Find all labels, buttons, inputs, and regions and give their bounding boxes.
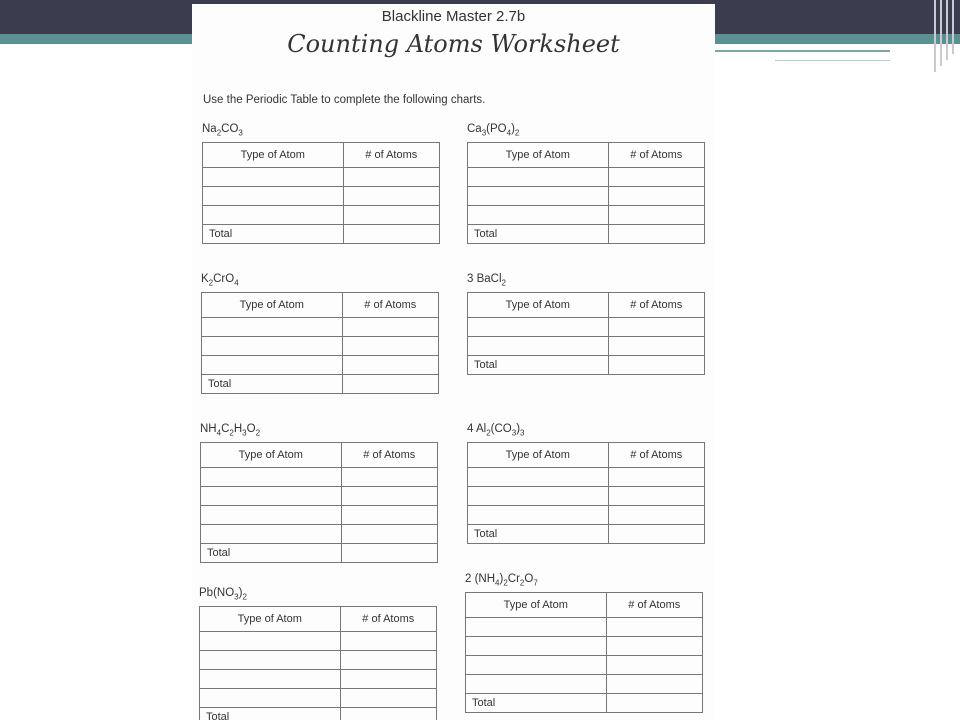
total-label: Total bbox=[468, 525, 609, 544]
atom-count-header: # of Atoms bbox=[606, 593, 702, 618]
atom-type-cell[interactable] bbox=[202, 318, 343, 337]
atom-type-cell[interactable] bbox=[201, 468, 342, 487]
atom-count-table bbox=[465, 592, 703, 713]
atom-count-cell[interactable] bbox=[340, 689, 436, 708]
atom-type-cell[interactable] bbox=[203, 187, 344, 206]
atom-type-cell[interactable] bbox=[466, 618, 607, 637]
atom-count-header: # of Atoms bbox=[608, 143, 704, 168]
formula-text: Ca bbox=[467, 123, 482, 135]
chart-block bbox=[465, 572, 703, 713]
total-count-cell[interactable] bbox=[341, 544, 437, 563]
atom-count-cell[interactable] bbox=[340, 670, 436, 689]
total-label: Total bbox=[200, 708, 341, 720]
atom-type-cell[interactable] bbox=[468, 318, 609, 337]
slide-accent-line-thin bbox=[775, 60, 890, 61]
type-of-atom-header: Type of Atom bbox=[468, 143, 609, 168]
table-header-row bbox=[203, 143, 440, 168]
formula-text: Pb(NO bbox=[199, 587, 235, 599]
formula-text: O bbox=[246, 423, 256, 435]
formula-subscript: 2 bbox=[503, 578, 508, 588]
atom-type-cell[interactable] bbox=[468, 506, 609, 525]
table-header-row bbox=[202, 293, 439, 318]
atom-count-cell[interactable] bbox=[342, 337, 438, 356]
table-row bbox=[200, 632, 437, 651]
table-row bbox=[468, 318, 705, 337]
atom-type-cell[interactable] bbox=[200, 670, 341, 689]
formula-subscript: 2 bbox=[501, 278, 506, 288]
atom-count-cell[interactable] bbox=[606, 637, 702, 656]
total-label: Total bbox=[202, 375, 343, 394]
type-of-atom-header: Type of Atom bbox=[466, 593, 607, 618]
table-header-row bbox=[466, 593, 703, 618]
atom-count-cell[interactable] bbox=[341, 487, 437, 506]
atom-count-cell[interactable] bbox=[343, 168, 439, 187]
chemical-formula bbox=[465, 572, 703, 592]
formula-text: ) bbox=[238, 587, 243, 599]
chemical-formula bbox=[467, 422, 705, 442]
chart-block bbox=[200, 422, 438, 563]
atom-count-cell[interactable] bbox=[343, 187, 439, 206]
table-row bbox=[468, 168, 705, 187]
total-count-cell[interactable] bbox=[608, 525, 704, 544]
atom-type-cell[interactable] bbox=[202, 337, 343, 356]
total-label: Total bbox=[468, 225, 609, 244]
formula-text: (PO bbox=[486, 123, 507, 135]
atom-count-cell[interactable] bbox=[341, 468, 437, 487]
atom-type-cell[interactable] bbox=[466, 637, 607, 656]
atom-type-cell[interactable] bbox=[466, 675, 607, 694]
table-row bbox=[202, 337, 439, 356]
formula-subscript: 2 bbox=[242, 592, 247, 602]
chemical-formula bbox=[201, 272, 439, 292]
total-row bbox=[468, 225, 705, 244]
formula-subscript: 3 bbox=[520, 428, 525, 438]
atom-type-cell[interactable] bbox=[200, 651, 341, 670]
chemical-formula bbox=[200, 422, 438, 442]
table-row bbox=[466, 618, 703, 637]
formula-text: CrO bbox=[213, 273, 235, 285]
formula-subscript: 3 bbox=[511, 428, 517, 438]
atom-type-cell[interactable] bbox=[201, 506, 342, 525]
total-count-cell[interactable] bbox=[340, 708, 436, 720]
formula-text: C bbox=[221, 423, 230, 435]
chemical-formula bbox=[467, 272, 705, 292]
table-row bbox=[201, 487, 438, 506]
atom-count-cell[interactable] bbox=[342, 318, 438, 337]
atom-type-cell[interactable] bbox=[468, 206, 609, 225]
total-count-cell[interactable] bbox=[608, 225, 704, 244]
table-row bbox=[466, 675, 703, 694]
atom-count-cell[interactable] bbox=[608, 318, 704, 337]
atom-type-cell[interactable] bbox=[201, 525, 342, 544]
formula-subscript: 2 bbox=[208, 278, 214, 288]
atom-count-cell[interactable] bbox=[606, 656, 702, 675]
atom-count-cell[interactable] bbox=[606, 618, 702, 637]
table-row bbox=[468, 506, 705, 525]
total-label: Total bbox=[203, 225, 344, 244]
formula-text: 2 (NH bbox=[465, 573, 496, 585]
atom-type-cell[interactable] bbox=[200, 632, 341, 651]
formula-text: K bbox=[201, 273, 209, 285]
atom-type-cell[interactable] bbox=[202, 356, 343, 375]
atom-count-cell[interactable] bbox=[608, 187, 704, 206]
atom-count-cell[interactable] bbox=[608, 206, 704, 225]
formula-subscript: 2 bbox=[255, 428, 261, 438]
table-row bbox=[201, 506, 438, 525]
atom-count-table bbox=[467, 442, 705, 544]
atom-count-header: # of Atoms bbox=[608, 293, 704, 318]
formula-subscript: 2 bbox=[486, 428, 491, 438]
formula-subscript: 4 bbox=[495, 578, 500, 588]
master-label: Blackline Master 2.7b bbox=[381, 8, 526, 25]
formula-text: Na bbox=[202, 123, 217, 135]
table-row bbox=[468, 337, 705, 356]
atom-count-table bbox=[200, 442, 438, 563]
table-row bbox=[201, 525, 438, 544]
worksheet-title: Counting Atoms Worksheet bbox=[287, 30, 620, 58]
table-header-row bbox=[468, 293, 705, 318]
atom-count-cell[interactable] bbox=[343, 206, 439, 225]
total-count-cell[interactable] bbox=[608, 356, 704, 375]
formula-text: ) bbox=[511, 123, 515, 135]
atom-count-header: # of Atoms bbox=[343, 143, 439, 168]
chart-block bbox=[201, 272, 439, 394]
total-row bbox=[203, 225, 440, 244]
atom-count-table bbox=[199, 606, 437, 720]
type-of-atom-header: Type of Atom bbox=[201, 443, 342, 468]
table-row bbox=[202, 318, 439, 337]
table-row bbox=[468, 468, 705, 487]
formula-subscript: 3 bbox=[238, 128, 243, 138]
total-row bbox=[468, 525, 705, 544]
formula-text: O bbox=[524, 573, 534, 585]
formula-text: 4 Al bbox=[467, 423, 487, 435]
formula-subscript: 3 bbox=[242, 428, 247, 438]
formula-text: Cr bbox=[507, 573, 520, 585]
table-header-row bbox=[468, 143, 705, 168]
chemical-formula bbox=[467, 122, 705, 142]
formula-subscript: 3 bbox=[234, 592, 239, 602]
formula-text: ) bbox=[516, 423, 521, 435]
chart-block bbox=[467, 422, 705, 544]
formula-subscript: 2 bbox=[519, 578, 525, 588]
atom-count-cell[interactable] bbox=[342, 356, 438, 375]
chemical-formula bbox=[199, 586, 437, 606]
atom-count-header: # of Atoms bbox=[341, 443, 437, 468]
formula-subscript: 4 bbox=[216, 428, 222, 438]
atom-count-table bbox=[202, 142, 440, 244]
formula-subscript: 7 bbox=[533, 578, 538, 588]
type-of-atom-header: Type of Atom bbox=[468, 293, 609, 318]
total-label: Total bbox=[468, 356, 609, 375]
atom-count-header: # of Atoms bbox=[608, 443, 704, 468]
atom-type-cell[interactable] bbox=[468, 337, 609, 356]
atom-type-cell[interactable] bbox=[466, 656, 607, 675]
formula-text: CO bbox=[221, 123, 239, 135]
atom-type-cell[interactable] bbox=[468, 468, 609, 487]
total-row bbox=[466, 694, 703, 713]
total-count-cell[interactable] bbox=[606, 694, 702, 713]
chart-block bbox=[202, 122, 440, 244]
slide-corner-ornament bbox=[930, 0, 960, 72]
atom-count-table bbox=[201, 292, 439, 394]
table-row bbox=[468, 187, 705, 206]
atom-count-cell[interactable] bbox=[341, 506, 437, 525]
formula-subscript: 4 bbox=[234, 278, 239, 288]
table-row bbox=[203, 206, 440, 225]
type-of-atom-header: Type of Atom bbox=[203, 143, 344, 168]
formula-text: (CO bbox=[490, 423, 512, 435]
formula-subscript: 2 bbox=[229, 428, 234, 438]
table-row bbox=[203, 187, 440, 206]
atom-count-cell[interactable] bbox=[608, 487, 704, 506]
atom-type-cell[interactable] bbox=[203, 168, 344, 187]
table-row bbox=[203, 168, 440, 187]
atom-count-cell[interactable] bbox=[341, 525, 437, 544]
type-of-atom-header: Type of Atom bbox=[468, 443, 609, 468]
atom-count-header: # of Atoms bbox=[342, 293, 438, 318]
total-row bbox=[200, 708, 437, 720]
chemical-formula bbox=[202, 122, 440, 142]
chart-block bbox=[467, 122, 705, 244]
atom-type-cell[interactable] bbox=[203, 206, 344, 225]
table-row bbox=[466, 656, 703, 675]
formula-text: NH bbox=[200, 423, 217, 435]
formula-text: ) bbox=[499, 573, 504, 585]
atom-count-cell[interactable] bbox=[340, 651, 436, 670]
type-of-atom-header: Type of Atom bbox=[200, 607, 341, 632]
total-label: Total bbox=[201, 544, 342, 563]
table-row bbox=[200, 651, 437, 670]
worksheet-page bbox=[192, 4, 715, 720]
table-row bbox=[201, 468, 438, 487]
total-row bbox=[201, 544, 438, 563]
table-row bbox=[468, 487, 705, 506]
table-row bbox=[466, 637, 703, 656]
table-row bbox=[200, 689, 437, 708]
formula-subscript: 2 bbox=[514, 128, 520, 138]
formula-text: 3 BaCl bbox=[467, 273, 502, 285]
atom-count-cell[interactable] bbox=[608, 337, 704, 356]
table-header-row bbox=[201, 443, 438, 468]
slide-accent-line bbox=[715, 50, 890, 52]
atom-count-cell[interactable] bbox=[340, 632, 436, 651]
total-row bbox=[468, 356, 705, 375]
atom-type-cell[interactable] bbox=[468, 487, 609, 506]
atom-count-cell[interactable] bbox=[608, 168, 704, 187]
atom-count-cell[interactable] bbox=[608, 506, 704, 525]
atom-count-header: # of Atoms bbox=[340, 607, 436, 632]
table-header-row bbox=[468, 443, 705, 468]
formula-subscript: 4 bbox=[506, 128, 512, 138]
chart-block bbox=[199, 586, 437, 720]
total-count-cell[interactable] bbox=[342, 375, 438, 394]
atom-count-table bbox=[467, 292, 705, 375]
total-count-cell[interactable] bbox=[343, 225, 439, 244]
formula-subscript: 2 bbox=[216, 128, 222, 138]
formula-subscript: 3 bbox=[481, 128, 487, 138]
type-of-atom-header: Type of Atom bbox=[202, 293, 343, 318]
atom-count-cell[interactable] bbox=[608, 468, 704, 487]
chart-block bbox=[467, 272, 705, 375]
total-label: Total bbox=[466, 694, 607, 713]
formula-text: H bbox=[233, 423, 243, 435]
atom-count-table bbox=[467, 142, 705, 244]
atom-type-cell[interactable] bbox=[200, 689, 341, 708]
table-row bbox=[202, 356, 439, 375]
atom-type-cell[interactable] bbox=[468, 168, 609, 187]
atom-type-cell[interactable] bbox=[468, 187, 609, 206]
instruction-text: Use the Periodic Table to complete the following charts. bbox=[203, 94, 486, 106]
table-row bbox=[200, 670, 437, 689]
total-row bbox=[202, 375, 439, 394]
atom-type-cell[interactable] bbox=[201, 487, 342, 506]
table-header-row bbox=[200, 607, 437, 632]
table-row bbox=[468, 206, 705, 225]
atom-count-cell[interactable] bbox=[606, 675, 702, 694]
